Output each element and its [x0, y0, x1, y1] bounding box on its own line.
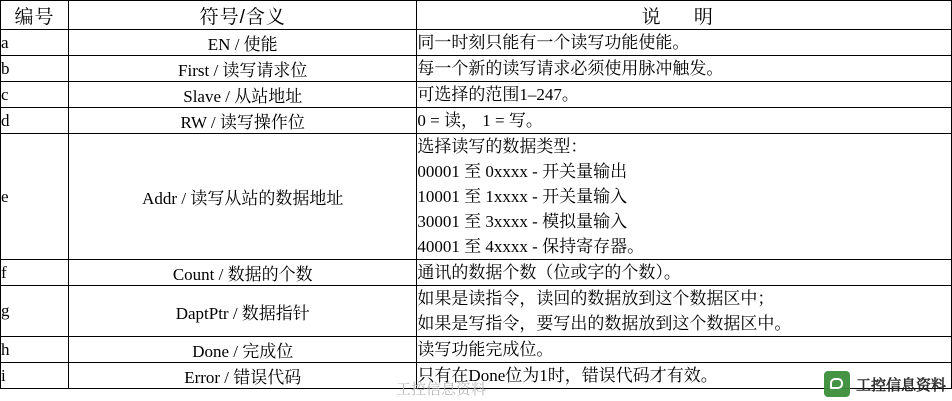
watermark-logo-icon	[824, 371, 850, 397]
table-row	[1, 30, 952, 56]
row-symbol: Slave / 从站地址	[69, 82, 417, 108]
row-id: c	[1, 82, 69, 108]
table-row	[1, 260, 952, 286]
row-symbol: First / 读写请求位	[69, 56, 417, 82]
description-line: 00001 至 0xxxx - 开关量输出	[417, 162, 628, 181]
row-description	[417, 286, 952, 337]
row-description	[417, 134, 952, 260]
table-body	[1, 30, 952, 389]
row-id: g	[1, 286, 69, 337]
row-description	[417, 30, 952, 56]
table-row	[1, 108, 952, 134]
description-line: 10001 至 1xxxx - 开关量输入	[417, 187, 628, 206]
table-row	[1, 82, 952, 108]
description-line: 可选择的范围1–247。	[417, 85, 579, 104]
row-id: e	[1, 134, 69, 260]
row-id: i	[1, 363, 69, 389]
row-id: b	[1, 56, 69, 82]
row-id: d	[1, 108, 69, 134]
table-row	[1, 134, 952, 260]
column-header-description: 说 明	[417, 1, 952, 30]
description-line: 如果是写指令，要写出的数据放到这个数据区中。	[417, 314, 792, 333]
table-header	[1, 1, 952, 30]
row-description	[417, 56, 952, 82]
table-row	[1, 56, 952, 82]
description-line: 0 = 读， 1 = 写。	[417, 111, 543, 130]
description-line: 通讯的数据个数（位或字的个数）。	[417, 263, 681, 282]
table-header-row	[1, 1, 952, 30]
description-line: 选择读写的数据类型：	[417, 137, 588, 156]
column-header-symbol: 符号/含义	[69, 1, 417, 30]
center-watermark-text: 工控信息资料	[396, 381, 487, 398]
table-row	[1, 337, 952, 363]
column-header-id: 编号	[1, 1, 69, 30]
row-description	[417, 337, 952, 363]
description-line: 40001 至 4xxxx - 保持寄存器。	[417, 237, 645, 256]
row-description	[417, 260, 952, 286]
row-description	[417, 108, 952, 134]
row-id: h	[1, 337, 69, 363]
row-symbol: DaptPtr / 数据指针	[69, 286, 417, 337]
row-symbol: EN / 使能	[69, 30, 417, 56]
description-line: 如果是读指令，读回的数据放到这个数据区中；	[417, 289, 775, 308]
watermark-text: 工控信息资料	[855, 376, 946, 394]
row-symbol: RW / 读写操作位	[69, 108, 417, 134]
table-row	[1, 286, 952, 337]
description-line: 30001 至 3xxxx - 模拟量输入	[417, 212, 628, 231]
row-id: a	[1, 30, 69, 56]
row-description	[417, 82, 952, 108]
description-line: 同一时刻只能有一个读写功能使能。	[417, 33, 690, 52]
description-line: 每一个新的读写请求必须使用脉冲触发。	[417, 59, 724, 78]
row-symbol: Error / 错误代码	[69, 363, 417, 389]
row-symbol: Addr / 读写从站的数据地址	[69, 134, 417, 260]
watermark	[824, 371, 946, 397]
row-id: f	[1, 260, 69, 286]
row-symbol: Count / 数据的个数	[69, 260, 417, 286]
description-line: 读写功能完成位。	[417, 340, 554, 359]
description-line: 只有在Done位为1时，错误代码才有效。	[417, 366, 718, 385]
row-symbol: Done / 完成位	[69, 337, 417, 363]
